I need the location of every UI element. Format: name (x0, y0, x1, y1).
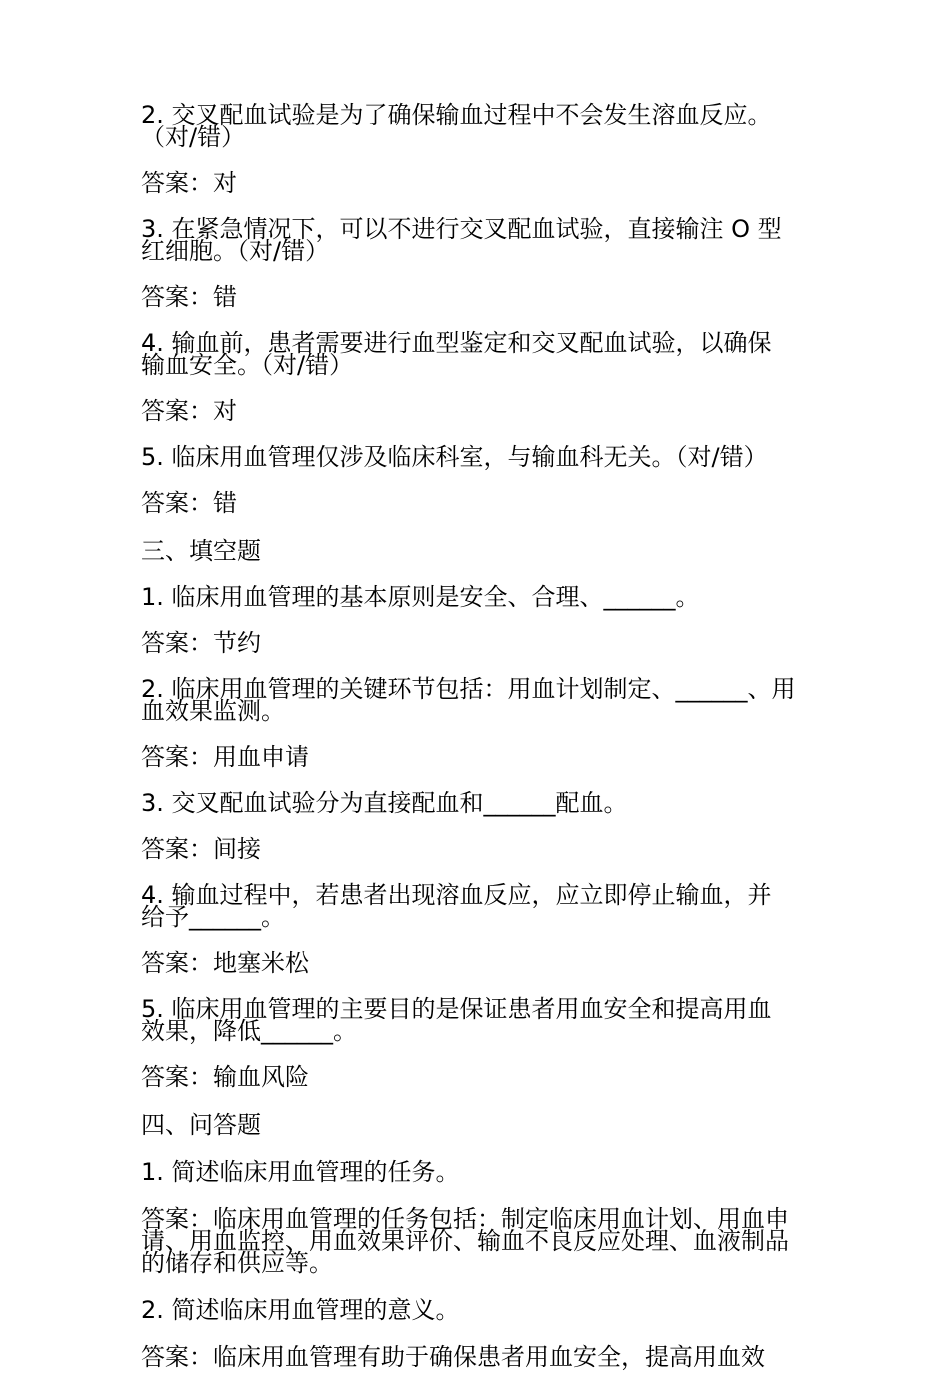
fill-question-4 (141, 881, 821, 977)
answer-line: 答案：地塞米松 (141, 949, 309, 977)
section-heading-fill-blank: 三、填空题 (141, 537, 261, 565)
answer-line: 答案：临床用血管理有助于确保患者用血安全，提高用血效 (141, 1343, 765, 1371)
qa-question-2: 2. 简述临床用血管理的意义。 (141, 1296, 460, 1324)
question-line: 血效果监测。 (141, 697, 285, 725)
tf-question-2 (141, 101, 821, 197)
question-line: 2. 临床用血管理的关键环节包括：用血计划制定、______、用 (141, 675, 796, 703)
question-line: 效果，降低______。 (141, 1017, 357, 1045)
tf-question-5 (141, 443, 821, 517)
answer-line: 答案：错 (141, 489, 237, 517)
fill-question-5 (141, 995, 821, 1091)
answer-line: 答案：错 (141, 283, 237, 311)
question-line: 4. 输血过程中，若患者出现溶血反应，应立即停止输血，并 (141, 881, 772, 909)
question-line: 3. 在紧急情况下，可以不进行交叉配血试验，直接输注 O 型 (141, 215, 782, 243)
question-line: 1. 临床用血管理的基本原则是安全、合理、______。 (141, 583, 700, 611)
qa-question-1: 1. 简述临床用血管理的任务。 (141, 1158, 460, 1186)
qa-answer-2 (141, 1343, 821, 1371)
answer-line: 答案：节约 (141, 629, 261, 657)
answer-line: 答案：间接 (141, 835, 261, 863)
answer-line: 答案：用血申请 (141, 743, 309, 771)
question-line: 4. 输血前，患者需要进行血型鉴定和交叉配血试验，以确保 (141, 329, 772, 357)
answer-line: 答案：对 (141, 397, 237, 425)
question-line: （对/错） (141, 123, 246, 151)
document-page (141, 101, 821, 1392)
answer-line: 请、用血监控、用血效果评价、输血不良反应处理、血液制品 (141, 1227, 789, 1255)
answer-line: 答案：对 (141, 169, 237, 197)
answer-line: 答案：临床用血管理的任务包括：制定临床用血计划、用血申 (141, 1205, 789, 1233)
question-line: 2. 交叉配血试验是为了确保输血过程中不会发生溶血反应。 (141, 101, 772, 129)
qa-answer-1 (141, 1205, 821, 1277)
tf-question-4 (141, 329, 821, 425)
question-line: 3. 交叉配血试验分为直接配血和______配血。 (141, 789, 628, 817)
section-heading-qa: 四、问答题 (141, 1111, 261, 1139)
tf-question-3 (141, 215, 821, 311)
answer-line: 的储存和供应等。 (141, 1249, 333, 1277)
question-line: 5. 临床用血管理的主要目的是保证患者用血安全和提高用血 (141, 995, 772, 1023)
question-line: 给予______。 (141, 903, 285, 931)
answer-line: 答案：输血风险 (141, 1063, 309, 1091)
fill-question-1 (141, 583, 821, 657)
fill-question-3 (141, 789, 821, 863)
fill-question-2 (141, 675, 821, 771)
question-line: 5. 临床用血管理仅涉及临床科室，与输血科无关。（对/错） (141, 443, 768, 471)
question-line: 输血安全。（对/错） (141, 351, 354, 379)
question-line: 红细胞。（对/错） (141, 237, 330, 265)
